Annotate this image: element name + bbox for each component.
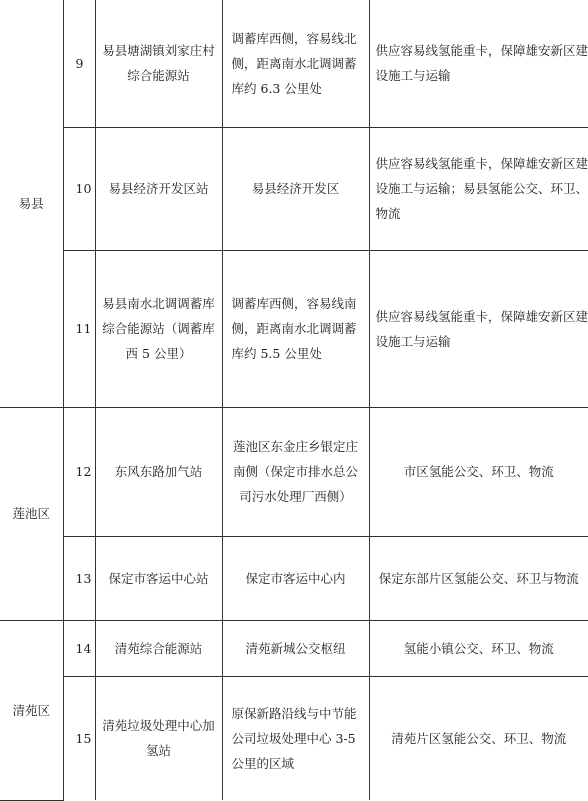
station-location: 易县经济开发区 — [222, 127, 369, 250]
station-use: 氢能小镇公交、环卫、物流 — [369, 620, 588, 676]
station-use: 供应容易线氢能重卡，保障雄安新区建设施工与运输 — [369, 0, 588, 127]
table-row — [0, 407, 588, 536]
station-number: 9 — [63, 0, 95, 127]
station-use: 清苑片区氢能公交、环卫、物流 — [369, 676, 588, 800]
station-use: 保定东部片区氢能公交、环卫与物流 — [369, 536, 588, 620]
station-location: 清苑新城公交枢纽 — [222, 620, 369, 676]
station-location: 原保新路沿线与中节能公司垃圾处理中心 3-5 公里的区域 — [222, 676, 369, 800]
station-name: 易县塘湖镇刘家庄村综合能源站 — [95, 0, 222, 127]
station-name: 东风东路加气站 — [95, 407, 222, 536]
station-number: 13 — [63, 536, 95, 620]
district-cell: 易县 — [0, 0, 63, 407]
table-row — [0, 127, 588, 250]
station-name: 清苑综合能源站 — [95, 620, 222, 676]
station-number: 12 — [63, 407, 95, 536]
station-location: 莲池区东金庄乡银定庄南侧（保定市排水总公司污水处理厂西侧） — [222, 407, 369, 536]
station-name: 保定市客运中心站 — [95, 536, 222, 620]
station-use: 供应容易线氢能重卡，保障雄安新区建设施工与运输；易县氢能公交、环卫、物流 — [369, 127, 588, 250]
district-cell: 莲池区 — [0, 407, 63, 620]
station-name: 易县经济开发区站 — [95, 127, 222, 250]
station-number: 14 — [63, 620, 95, 676]
station-use: 市区氢能公交、环卫、物流 — [369, 407, 588, 536]
station-name: 清苑垃圾处理中心加氢站 — [95, 676, 222, 800]
station-name: 易县南水北调调蓄库综合能源站（调蓄库西 5 公里） — [95, 250, 222, 407]
district-cell: 清苑区 — [0, 620, 63, 800]
table-row — [0, 620, 588, 676]
station-number: 11 — [63, 250, 95, 407]
station-number: 15 — [63, 676, 95, 800]
table-row — [0, 536, 588, 620]
table-row — [0, 250, 588, 407]
station-location: 调蓄库西侧，容易线北侧，距离南水北调调蓄库约 6.3 公里处 — [222, 0, 369, 127]
table-row — [0, 676, 588, 800]
station-location: 调蓄库西侧，容易线南侧，距离南水北调调蓄库约 5.5 公里处 — [222, 250, 369, 407]
table-row — [0, 0, 588, 127]
station-number: 10 — [63, 127, 95, 250]
station-location: 保定市客运中心内 — [222, 536, 369, 620]
station-use: 供应容易线氢能重卡，保障雄安新区建设施工与运输 — [369, 250, 588, 407]
